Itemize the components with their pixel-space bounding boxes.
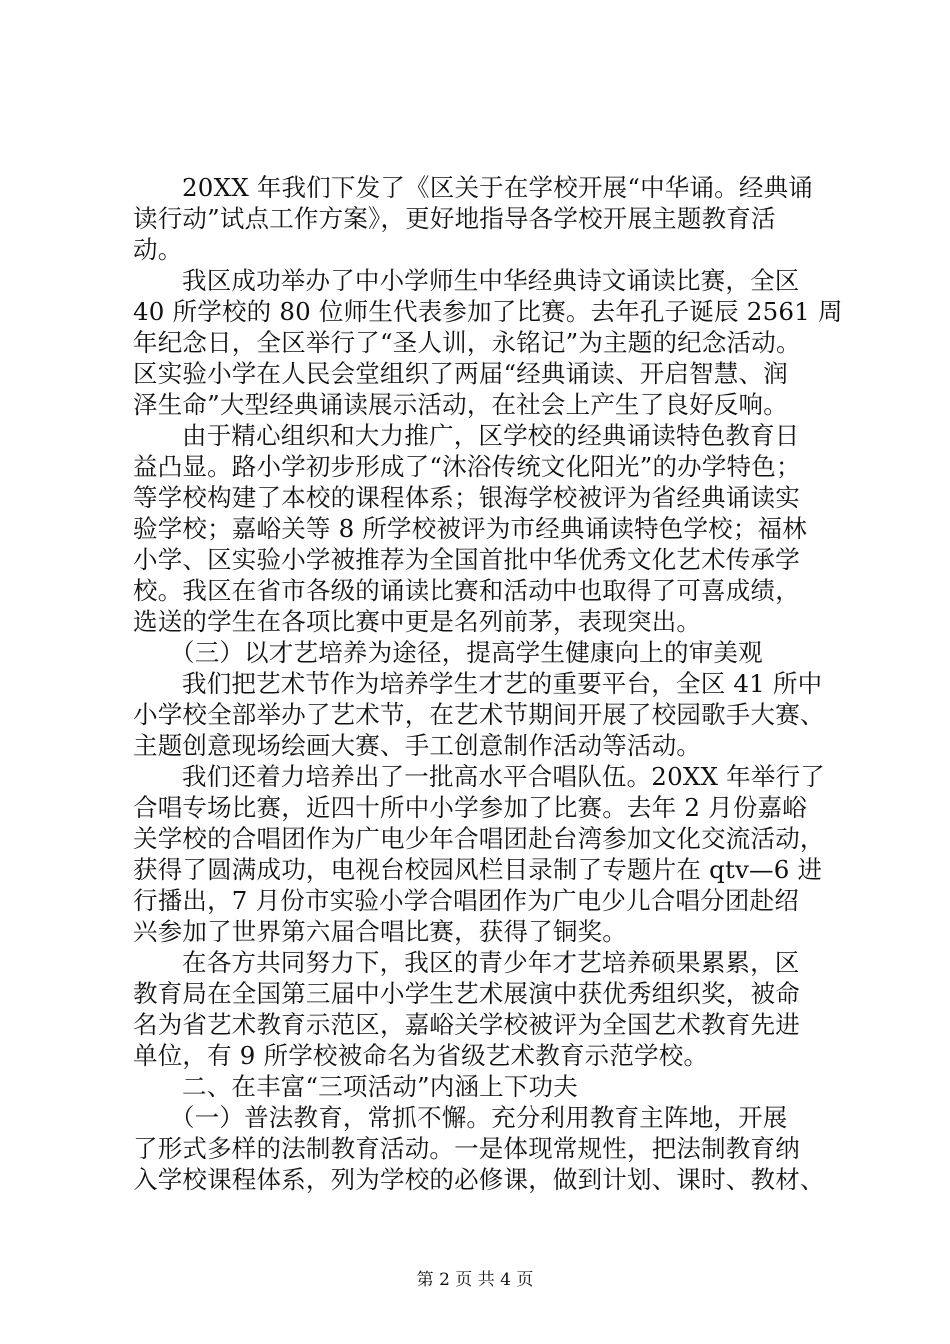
text-line: 区实验小学在人民会堂组织了两届“经典诵读、开启智慧、润 [133,359,788,388]
text-line: 选送的学生在各项比赛中更是名列前茅，表现突出。 [133,607,702,636]
page-number-label: 第 2 页 共 4 页 [416,1270,534,1290]
text-line: 小学校全部举办了艺术节，在艺术节期间开展了校园歌手大赛、 [133,700,825,729]
text-line: 20XX 年我们下发了《区关于在学校开展“中华诵。经典诵 [182,173,813,202]
text-line: 合唱专场比赛，近四十所中小学参加了比赛。去年 2 月份嘉峪 [133,793,807,822]
text-line: 名为省艺术教育示范区，嘉峪关学校被评为全国艺术教育先进 [133,1010,800,1039]
text-line: 校。我区在省市各级的诵读比赛和活动中也取得了可喜成绩， [133,576,800,605]
text-line: 行播出，7 月份市实验小学合唱团作为广电少儿合唱分团赴绍 [133,886,799,915]
text-line: 在各方共同努力下，我区的青少年才艺培养硕果累累，区 [182,948,800,977]
text-line: 主题创意现场绘画大赛、手工创意制作活动等活动。 [133,731,702,760]
text-line: 由于精心组织和大力推广，区学校的经典诵读特色教育日 [182,421,800,450]
text-line: 教育局在全国第三届中小学生艺术展演中获优秀组织奖，被命 [133,979,800,1008]
text-line: 泽生命”大型经典诵读展示活动，在社会上产生了良好反响。 [133,390,788,419]
text-line: 益凸显。路小学初步形成了“沐浴传统文化阳光”的办学特色； [133,452,801,481]
document-body [133,172,843,1195]
text-line: 我们把艺术节作为培养学生才艺的重要平台，全区 41 所中 [182,669,823,698]
section-heading: （三）以才艺培养为途径，提高学生健康向上的审美观 [170,638,763,667]
text-line: 读行动”试点工作方案》，更好地指导各学校开展主题教育活 [133,204,776,233]
section-heading: 二、在丰富“三项活动”内涵上下功夫 [182,1072,578,1101]
text-line: 关学校的合唱团作为广电少年合唱团赴台湾参加文化交流活动， [133,824,825,853]
text-line: 动。 [133,235,183,264]
text-line: 年纪念日，全区举行了“圣人训，永铭记”为主题的纪念活动。 [133,328,801,357]
text-line: 我区成功举办了中小学师生中华经典诗文诵读比赛，全区 [182,266,800,295]
page-footer [0,1268,950,1292]
text-line: 等学校构建了本校的课程体系；银海学校被评为省经典诵读实 [133,483,800,512]
text-line: 验学校；嘉峪关等 8 所学校被评为市经典诵读特色学校；福林 [133,514,807,543]
text-line: （一）普法教育，常抓不懈。充分利用教育主阵地，开展 [170,1103,788,1132]
text-line: 40 所学校的 80 位师生代表参加了比赛。去年孔子诞辰 2561 周 [133,297,843,326]
text-line: 了形式多样的法制教育活动。一是体现常规性，把法制教育纳 [133,1134,800,1163]
text-line: 入学校课程体系，列为学校的必修课，做到计划、课时、教材、 [133,1165,825,1194]
text-line: 获得了圆满成功，电视台校园风栏目录制了专题片在 qtv—6 进 [133,855,823,884]
text-line: 我们还着力培养出了一批高水平合唱队伍。20XX 年举行了 [182,762,825,791]
text-line: 兴参加了世界第六届合唱比赛，获得了铜奖。 [133,917,627,946]
text-line: 小学、区实验小学被推荐为全国首批中华优秀文化艺术传承学 [133,545,800,574]
text-line: 单位，有 9 所学校被命名为省级艺术教育示范学校。 [133,1041,709,1070]
